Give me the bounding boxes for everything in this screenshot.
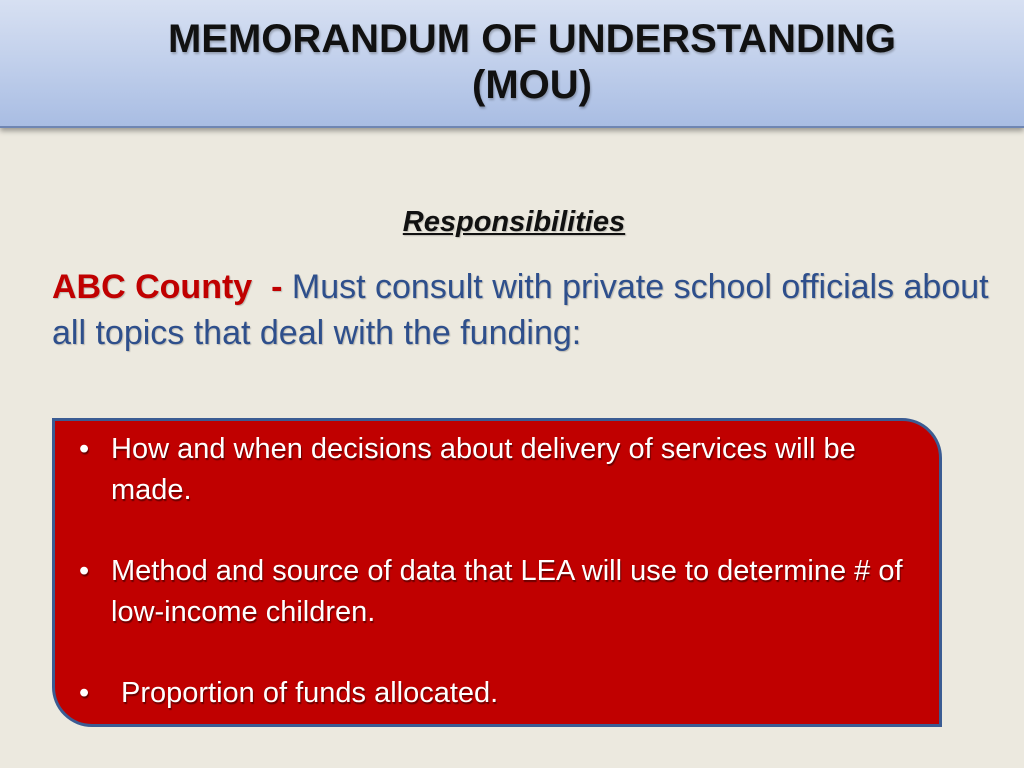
bullet-item-data-method [79, 551, 919, 633]
bullet-text: How and when decisions about delivery of services will be made. [111, 433, 856, 506]
slide-title [0, 16, 1024, 108]
bullet-box [52, 418, 942, 727]
bullet-text: Method and source of data that LEA will use to determine # of low-income children. [111, 555, 903, 628]
bullet-icon: • [79, 433, 90, 465]
intro-dash: - [271, 268, 283, 306]
bullet-icon: • [79, 677, 90, 709]
bullet-item-proportion [79, 673, 919, 714]
slide-title-line1: MEMORANDUM OF UNDERSTANDING [167, 17, 897, 61]
intro-text: Must consult with private school officials about all topics that deal with the funding: [52, 268, 989, 352]
title-banner [0, 0, 1024, 128]
bullet-icon: • [79, 555, 90, 587]
slide-title-line2: (MOU) [472, 63, 592, 107]
intro-paragraph [52, 264, 992, 356]
entity-name: ABC County [52, 268, 253, 306]
bullet-item-delivery [79, 429, 919, 511]
responsibilities-heading: Responsibilities [402, 206, 626, 238]
bullet-text: Proportion of funds allocated. [121, 677, 499, 709]
